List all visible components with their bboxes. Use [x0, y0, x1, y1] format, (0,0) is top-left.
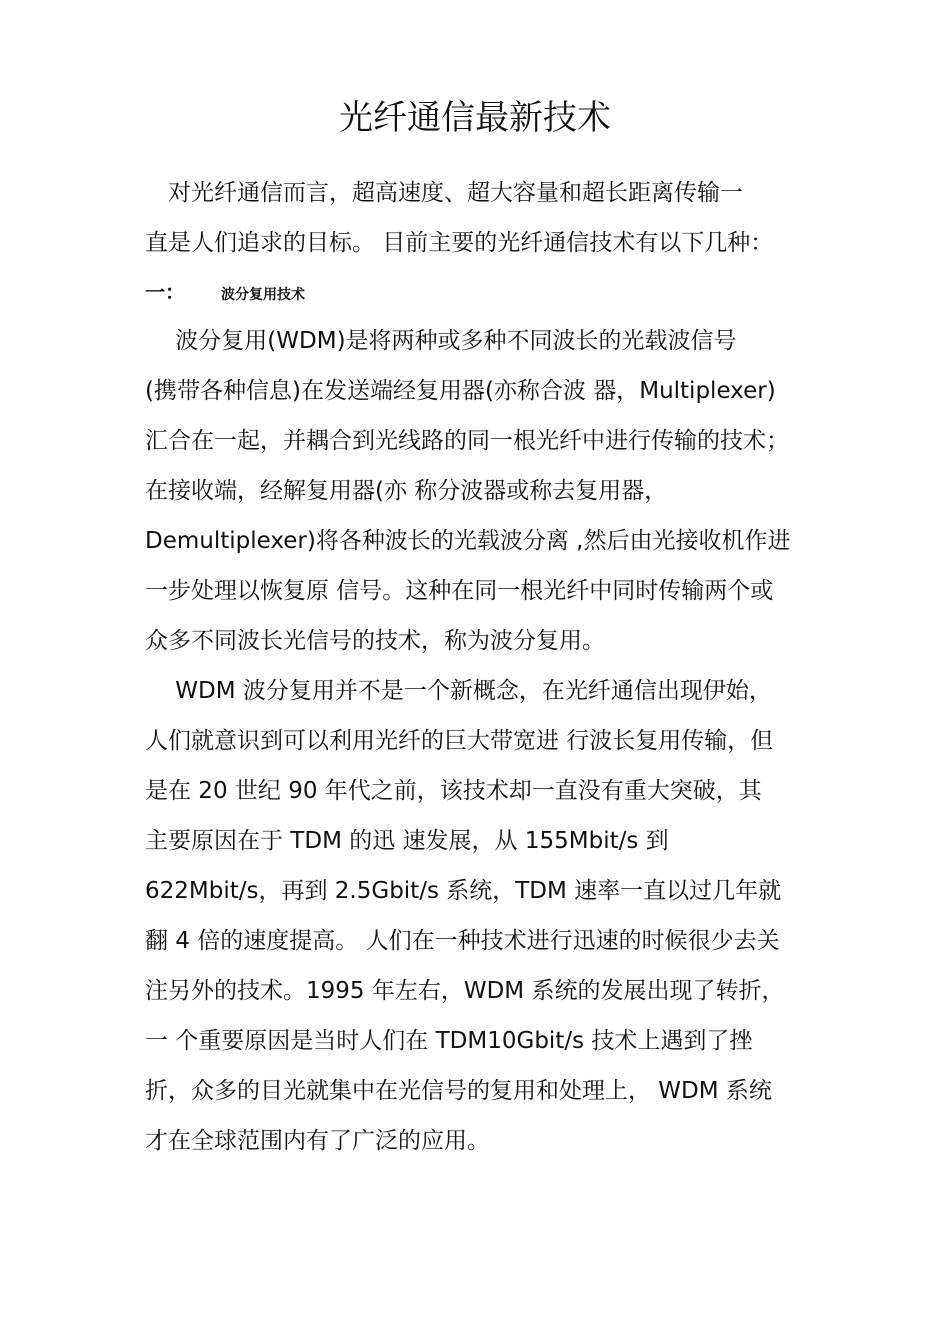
para2-line-2: 人们就意识到可以利用光纤的巨大带宽进 行波长复用传输，但	[145, 728, 774, 754]
document-title: 光纤通信最新技术	[339, 98, 611, 138]
para2-line-4: 主要原因在于 TDM 的迅 速发展，从 155Mbit/s 到	[145, 828, 669, 854]
document-body	[145, 168, 810, 1166]
para1-line-7: 众多不同波长光信号的技术，称为波分复用。	[145, 628, 605, 654]
para2-line-1: WDM 波分复用并不是一个新概念，在光纤通信出现伊始，	[145, 678, 772, 704]
para2-line-10: 才在全球范围内有了广泛的应用。	[145, 1128, 490, 1154]
para2-line-9: 折，众多的目光就集中在光信号的复用和处理上， WDM 系统	[145, 1078, 772, 1104]
intro-line-2: 直是人们追求的目标。 目前主要的光纤通信技术有以下几种：	[145, 230, 774, 256]
wdm-definition-paragraph	[145, 316, 810, 666]
para2-line-8: 一 个重要原因是当时人们在 TDM10Gbit/s 技术上遇到了挫	[145, 1028, 753, 1054]
intro-line-1: 对光纤通信而言，超高速度、超大容量和超长距离传输一	[145, 180, 743, 206]
section-number: 一：	[145, 280, 185, 304]
para1-line-6: 一步处理以恢复原 信号。这种在同一根光纤中同时传输两个或	[145, 578, 774, 604]
section-heading	[145, 268, 810, 316]
section-title: 波分复用技术	[221, 287, 305, 303]
para2-line-5: 622Mbit/s，再到 2.5Gbit/s 系统，TDM 速率一直以过几年就	[145, 878, 782, 904]
wdm-history-paragraph	[145, 666, 810, 1166]
para2-line-6: 翻 4 倍的速度提高。 人们在一种技术进行迅速的时候很少去关	[145, 928, 780, 954]
para1-line-1: 波分复用(WDM)是将两种或多种不同波长的光载波信号	[145, 328, 737, 354]
para1-line-4: 在接收端，经解复用器(亦 称分波器或称去复用器，	[145, 478, 668, 504]
para1-line-2: (携带各种信息)在发送端经复用器(亦称合波 器，Multiplexer)	[145, 378, 776, 404]
intro-paragraph	[145, 168, 810, 268]
para1-line-5: Demultiplexer)将各种波长的光载波分离 ,然后由光接收机作进	[145, 528, 791, 554]
para2-line-3: 是在 20 世纪 90 年代之前，该技术却一直没有重大突破，其	[145, 778, 762, 804]
para2-line-7: 注另外的技术。1995 年左右，WDM 系统的发展出现了转折，	[145, 978, 785, 1004]
para1-line-3: 汇合在一起，并耦合到光线路的同一根光纤中进行传输的技术；	[145, 428, 789, 454]
